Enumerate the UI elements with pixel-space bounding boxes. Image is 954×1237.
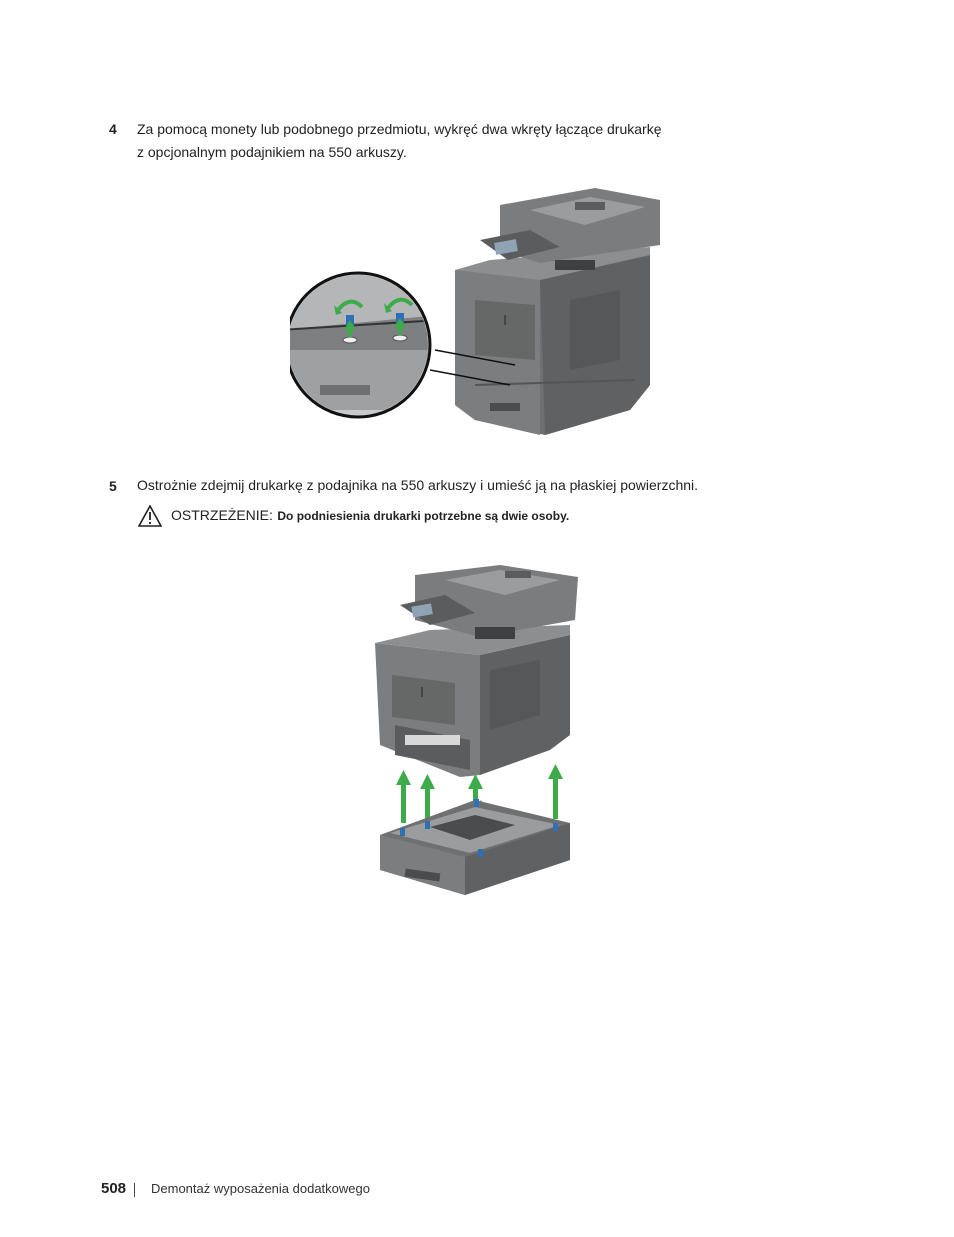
step-4-line-2: z opcjonalnym podajnikiem na 550 arkuszy. [137, 144, 407, 160]
step-5-text: Ostrożnie zdejmij drukarkę z podajnika na 550 arkuszy i umieść ją na płaskiej powierzchni. [137, 477, 699, 493]
warning-text: Do podniesienia drukarki potrzebne są dwie osoby. [277, 509, 570, 523]
step-4-text [137, 118, 837, 164]
step-4-number: 4 [109, 121, 117, 137]
step-4-line-1: Za pomocą monety lub podobnego przedmiotu, wykręć dwa wkręty łączące drukarkę [137, 121, 662, 137]
printer-lift-illustration [370, 565, 585, 900]
page-number: 508 [101, 1180, 127, 1197]
warning-title: OSTRZEŻENIE: [171, 507, 273, 523]
printer-screws-illustration [290, 185, 665, 440]
footer-divider [134, 1183, 135, 1197]
warning-triangle-icon [138, 505, 162, 527]
footer-section-title: Demontaż wyposażenia dodatkowego [151, 1181, 370, 1196]
warning-note [171, 507, 871, 525]
step-5-number: 5 [109, 478, 117, 494]
